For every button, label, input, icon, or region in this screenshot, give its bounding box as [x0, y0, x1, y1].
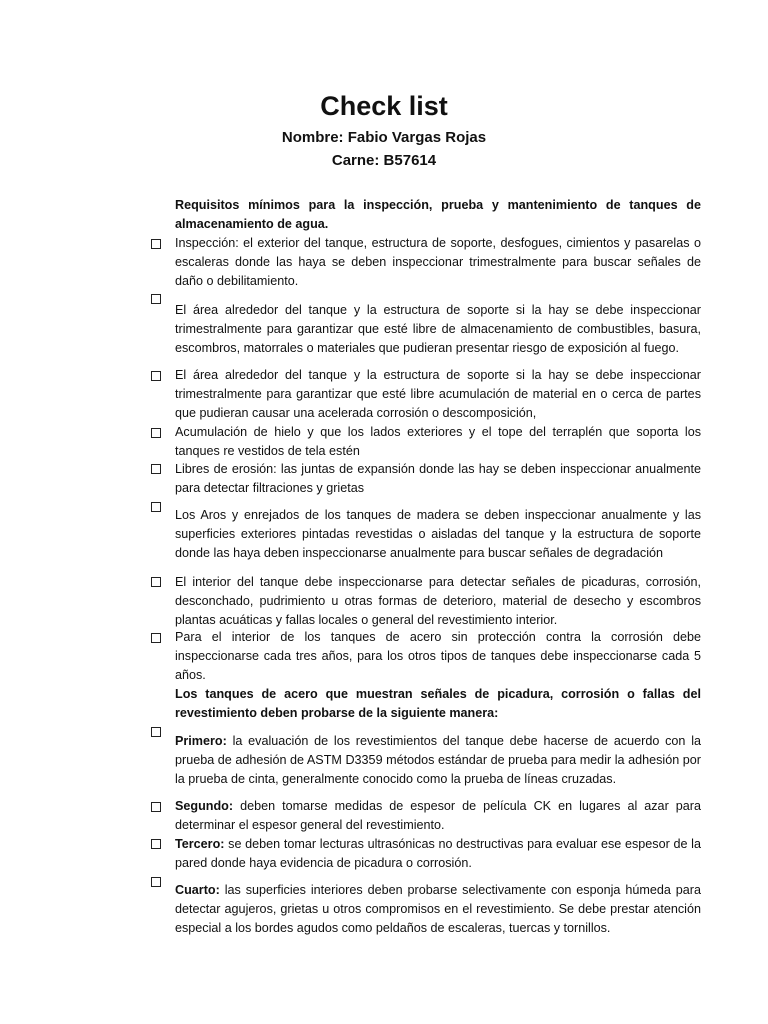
- checklist-item-7: El interior del tanque debe inspeccionarse para detectar señales de picaduras, corrosión, desconchado, pudrimiento u otras formas de deterioro, material de desecho y escombros plantas acuáticas y fallas locales o general del revestimiento interior.: [175, 575, 701, 627]
- checklist-item-8: Para el interior de los tanques de acero sin protección contra la corrosión debe inspeccionarse cada tres años, para los otros tipos de tanques debe inspeccionarse cada 5 años.: [175, 630, 701, 682]
- checkbox-item-6[interactable]: [151, 502, 161, 512]
- step-tercero: [175, 835, 701, 873]
- checklist-item-5: Libres de erosión: las juntas de expansión donde las hay se deben inspeccionar anualmente para detectar filtraciones y grietas: [175, 462, 701, 495]
- checkbox-step-3[interactable]: [151, 839, 161, 849]
- step-label: Cuarto:: [175, 883, 220, 897]
- step-text: las superficies interiores deben probarse selectivamente con esponja húmeda para detectar agujeros, grietas u otros compromisos en el revestimiento. Se debe prestar atención especial a los bordes agudos como peldaños de escaleras, tuercas y tornillos.: [175, 883, 701, 935]
- test-procedure-heading: Los tanques de acero que muestran señales de picadura, corrosión o fallas del revestimiento deben probarse de la siguiente manera:: [175, 687, 701, 720]
- step-text: deben tomarse medidas de espesor de película CK en lugares al azar para determinar el espesor general del revestimiento.: [175, 799, 701, 832]
- checklist-item-6: Los Aros y enrejados de los tanques de madera se deben inspeccionar anualmente y las superficies exteriores pintadas revestidas o aisladas del tanque y la estructura de soporte donde las haya deben inspeccionarse anualmente para buscar señales de degradación: [175, 508, 701, 560]
- step-label: Segundo:: [175, 799, 234, 813]
- step-primero: [175, 732, 701, 789]
- step-label: Tercero:: [175, 837, 225, 851]
- checkbox-step-4[interactable]: [151, 877, 161, 887]
- step-text: la evaluación de los revestimientos del tanque debe hacerse de acuerdo con la prueba de adhesión de ASTM D3359 métodos estándar de prueba para medir la adhesión por la prueba de cinta, generalmente conocido como la prueba de líneas cruzadas.: [175, 734, 701, 786]
- student-id: Carne: B57614: [331, 152, 437, 169]
- checklist-item-4: Acumulación de hielo y que los lados exteriores y el tope del terraplén que soporta los tanques re vestidos de tela estén: [175, 425, 701, 458]
- checkbox-item-4[interactable]: [151, 428, 161, 438]
- step-cuarto: [175, 881, 701, 938]
- checkbox-item-3[interactable]: [151, 371, 161, 381]
- checkbox-step-1[interactable]: [151, 727, 161, 737]
- checkbox-item-8[interactable]: [151, 633, 161, 643]
- checkbox-item-2[interactable]: [151, 294, 161, 304]
- checklist-item-1: Inspección: el exterior del tanque, estructura de soporte, desfogues, cimientos y pasarelas o escaleras donde las haya se deben inspeccionar trimestralmente para buscar señales de daño o debilitamiento.: [175, 236, 701, 288]
- checkbox-step-2[interactable]: [151, 802, 161, 812]
- step-segundo: [175, 797, 701, 835]
- checkbox-item-7[interactable]: [151, 577, 161, 587]
- page-title: Check list: [320, 91, 448, 121]
- checkbox-item-1[interactable]: [151, 239, 161, 249]
- checkbox-item-5[interactable]: [151, 464, 161, 474]
- step-label: Primero:: [175, 734, 227, 748]
- step-text: se deben tomar lecturas ultrasónicas no destructivas para evaluar ese espesor de la pared donde haya evidencia de picadura o corrosión.: [175, 837, 701, 870]
- checklist-item-3: El área alrededor del tanque y la estructura de soporte si la hay se debe inspeccionar trimestralmente para garantizar que esté libre acumulación de material en o cerca de partes que pudieran causar una acelerada corrosión o descomposición,: [175, 368, 701, 420]
- intro-heading: Requisitos mínimos para la inspección, prueba y mantenimiento de tanques de almacenamiento de agua.: [175, 198, 701, 231]
- checklist-item-2: El área alrededor del tanque y la estructura de soporte si la hay se debe inspeccionar trimestralmente para garantizar que esté libre de almacenamiento de combustibles, basura, escombros, matorrales o materiales que pudieran presentar riesgo de exposición al fuego.: [175, 303, 701, 355]
- author-name: Nombre: Fabio Vargas Rojas: [281, 129, 487, 146]
